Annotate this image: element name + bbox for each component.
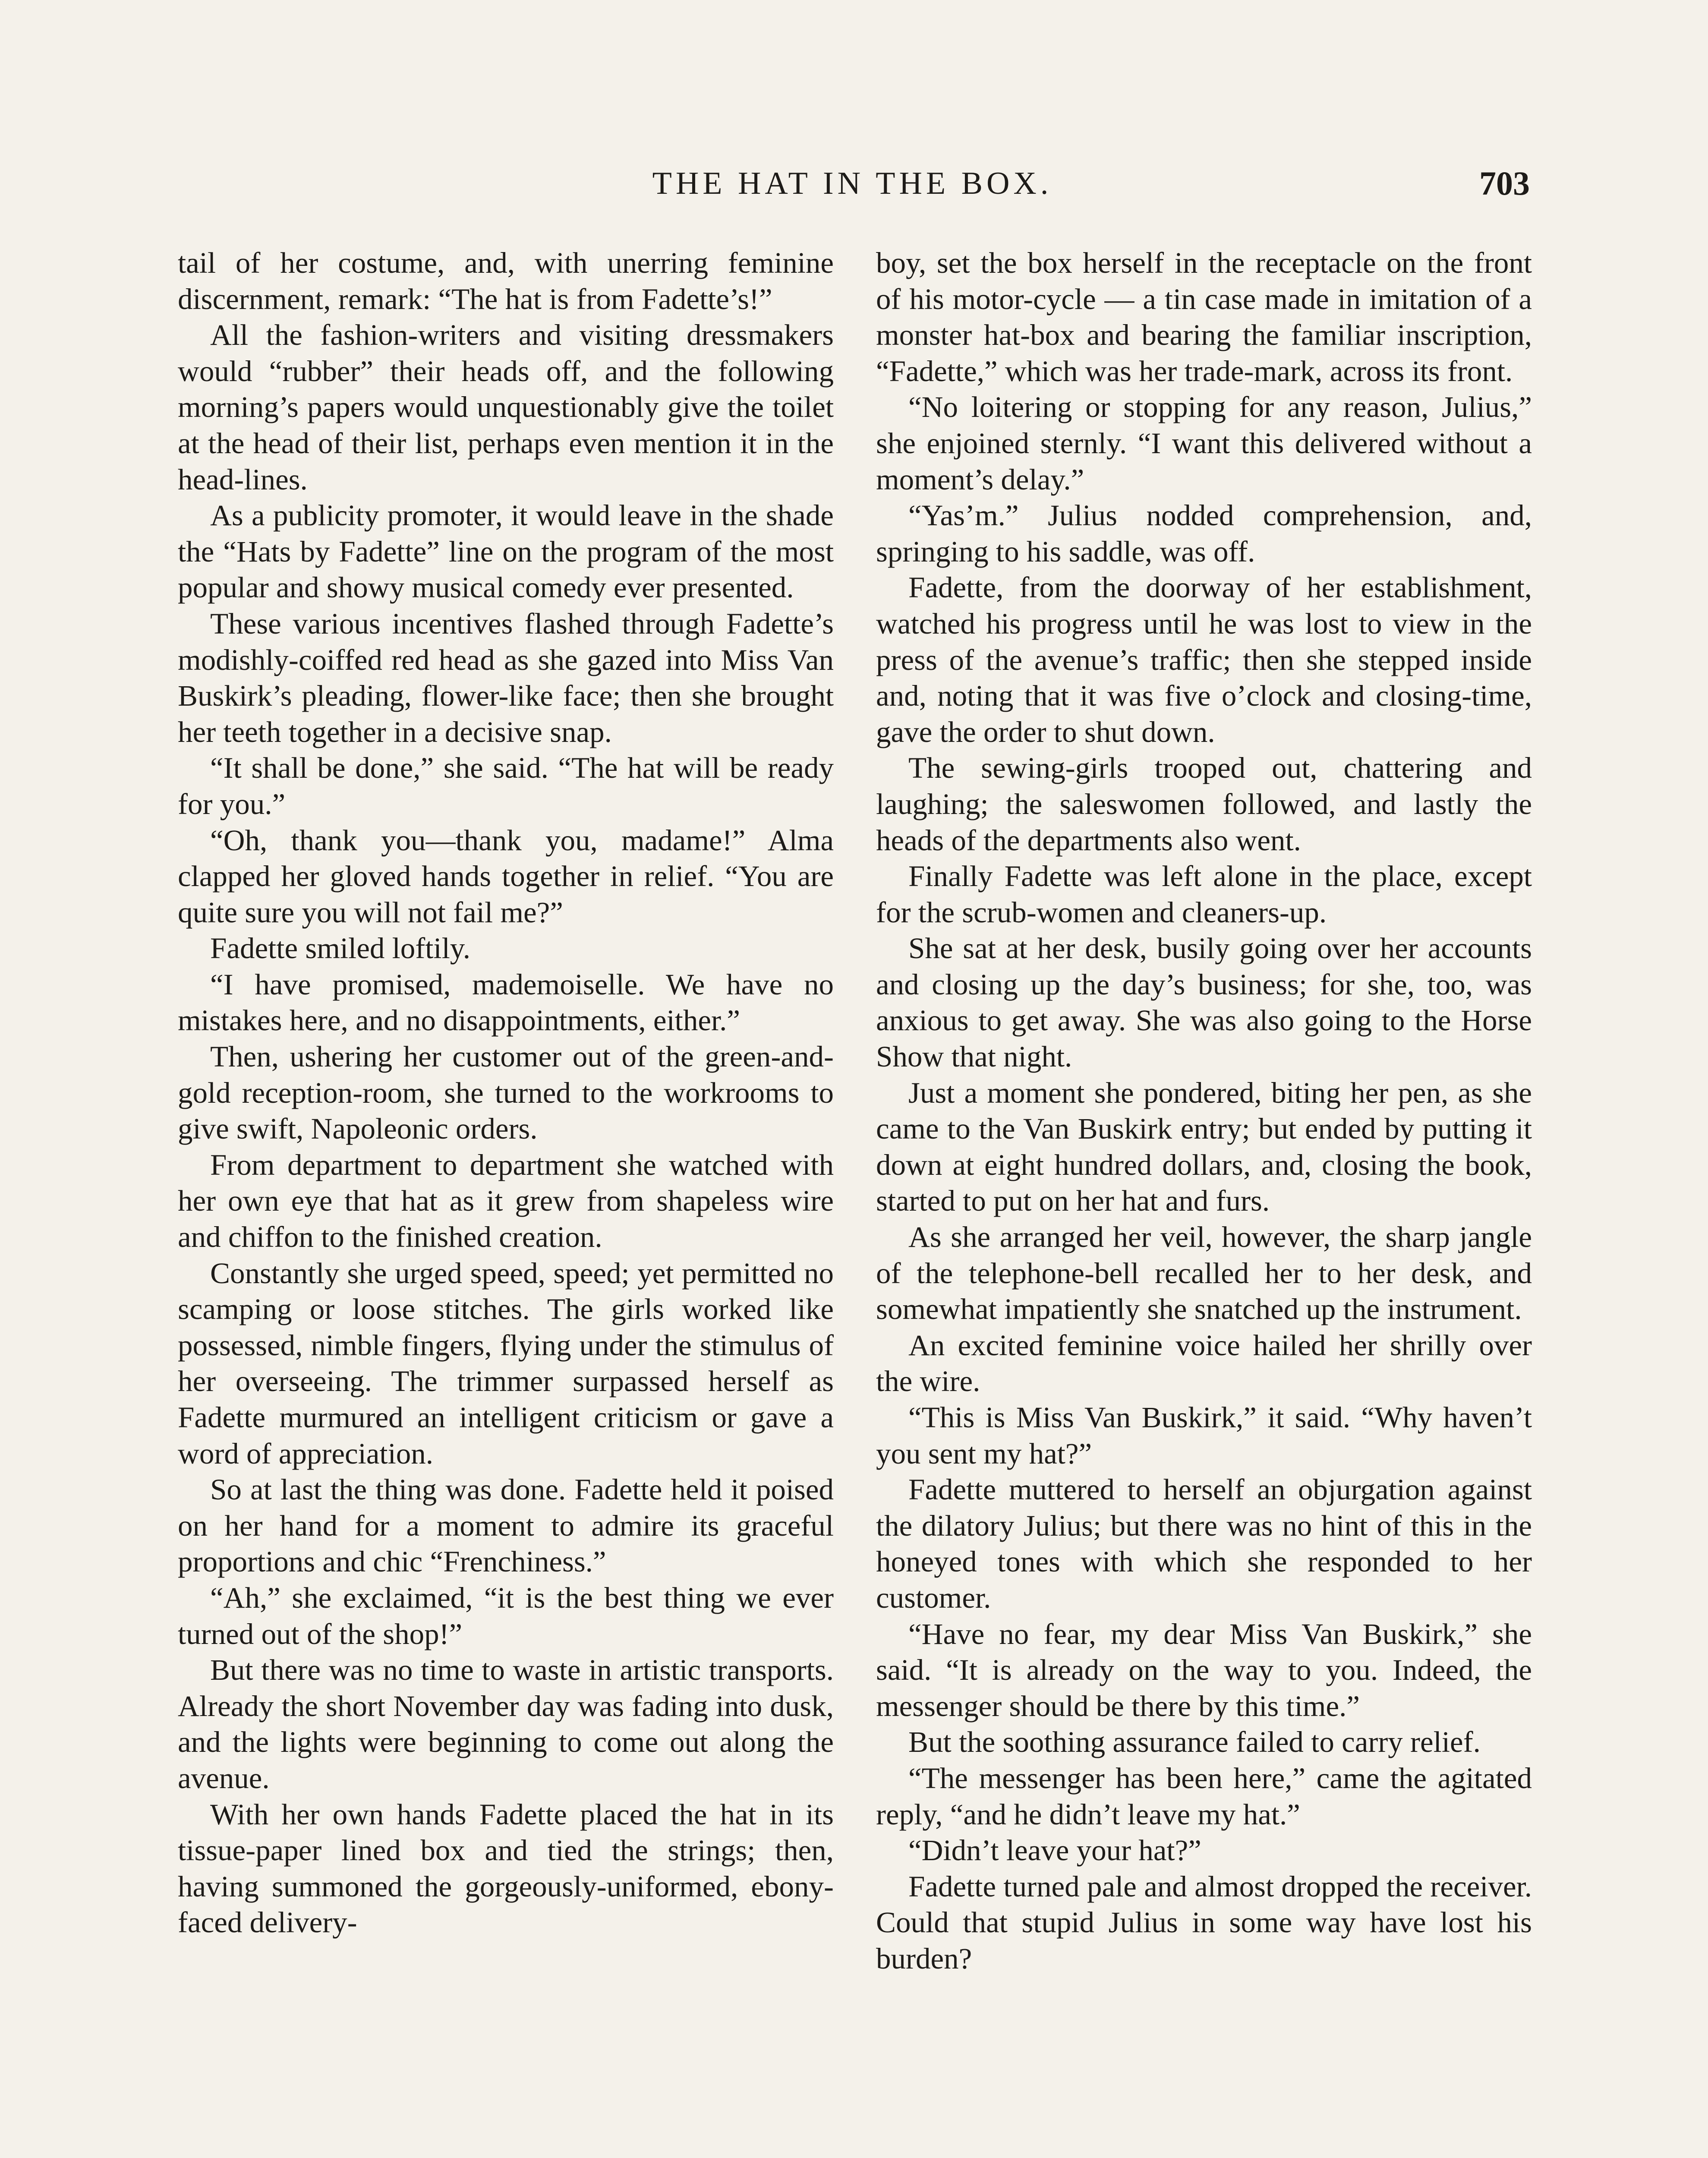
paragraph: Fadette turned pale and almost dropped the receiver. Could that stupid Julius in some way have lost his burden? xyxy=(876,1870,1532,1975)
paragraph: With her own hands Fadette placed the hat in its tissue-paper lined box and tied the strings; then, having summoned the gorgeously-uniformed, ebony-faced delivery- xyxy=(178,1798,834,1939)
running-title: THE HAT IN THE BOX. xyxy=(652,166,1053,201)
page-header xyxy=(175,160,1530,207)
paragraph: “Didn’t leave your hat?” xyxy=(908,1834,1201,1867)
paragraph: “Yas’m.” Julius nodded comprehension, and, springing to his saddle, was off. xyxy=(876,499,1532,568)
paragraph: As she arranged her veil, however, the sharp jangle of the telephone-bell recalled her to her desk, and somewhat impatiently she snatched up the instrument. xyxy=(876,1221,1532,1326)
paragraph: Just a moment she pondered, biting her pen, as she came to the Van Buskirk entry; but ended by putting it down at eight hundred dollars, and, closing the book, started to put on her hat and furs. xyxy=(876,1076,1532,1218)
paragraph: Finally Fadette was left alone in the place, except for the scrub-women and cleaners-up. xyxy=(876,860,1532,929)
page-number: 703 xyxy=(1479,164,1530,202)
paragraph: But the soothing assurance failed to carry relief. xyxy=(908,1726,1481,1759)
paragraph: boy, set the box herself in the receptacle on the front of his motor-cycle — a tin case made in imitation of a monster hat-box and bearing the familiar inscription, “Fadette,” which was her trade-mark, across its front. xyxy=(876,246,1532,388)
paragraph: Fadette, from the doorway of her establishment, watched his progress until he was lost to view in the press of the avenue’s traffic; then she stepped inside and, noting that it was five o’clock and closing-time, gave the order to shut down. xyxy=(876,571,1532,748)
paragraph: So at last the thing was done. Fadette held it poised on her hand for a moment to admire its graceful proportions and chic “Frenchiness.” xyxy=(178,1473,834,1578)
paragraph: But there was no time to waste in artistic transports. Already the short November day was fading into dusk, and the lights were beginning to come out along the avenue. xyxy=(178,1653,834,1795)
left-column xyxy=(178,245,834,1941)
paragraph: “Have no fear, my dear Miss Van Buskirk,” she said. “It is already on the way to you. Indeed, the messenger should be there by this time.” xyxy=(876,1617,1532,1723)
paragraph: An excited feminine voice hailed her shrilly over the wire. xyxy=(876,1328,1532,1398)
paragraph: “It shall be done,” she said. “The hat will be ready for you.” xyxy=(178,751,834,820)
paragraph: “Ah,” she exclaimed, “it is the best thing we ever turned out of the shop!” xyxy=(178,1581,834,1650)
paragraph: “Oh, thank you—thank you, madame!” Alma clapped her gloved hands together in relief. “You are quite sure you will not fail me?” xyxy=(178,823,834,929)
paragraph: She sat at her desk, busily going over her accounts and closing up the day’s business; for she, too, was anxious to get away. She was also going to the Horse Show that night. xyxy=(876,932,1532,1073)
paragraph: tail of her costume, and, with unerring feminine discernment, remark: “The hat is from Fadette’s!” xyxy=(178,246,834,315)
paragraph: Fadette smiled loftily. xyxy=(210,932,471,965)
paragraph: These various incentives flashed through Fadette’s modishly-coiffed red head as she gazed into Miss Van Buskirk’s pleading, flower-like face; then she brought her teeth together in a decisive snap. xyxy=(178,607,834,748)
paragraph: As a publicity promoter, it would leave in the shade the “Hats by Fadette” line on the program of the most popular and showy musical comedy ever presented. xyxy=(178,499,834,604)
paragraph: “No loitering or stopping for any reason, Julius,” she enjoined sternly. “I want this delivered without a moment’s delay.” xyxy=(876,391,1532,496)
paragraph: Constantly she urged speed, speed; yet permitted no scamping or loose stitches. The girls worked like possessed, nimble fingers, flying under the stimulus of her overseeing. The trimmer surpassed herself as Fadette murmured an intelligent criticism or gave a word of appreciation. xyxy=(178,1256,834,1470)
paragraph: Fadette muttered to herself an objurgation against the dilatory Julius; but there was no hint of this in the honeyed tones with which she responded to her customer. xyxy=(876,1473,1532,1614)
paragraph: “This is Miss Van Buskirk,” it said. “Why haven’t you sent my hat?” xyxy=(876,1401,1532,1470)
paragraph: Then, ushering her customer out of the green-and-gold reception-room, she turned to the workrooms to give swift, Napoleonic orders. xyxy=(178,1040,834,1145)
right-column xyxy=(876,245,1532,1977)
paragraph: From department to department she watched with her own eye that hat as it grew from shapeless wire and chiffon to the finished creation. xyxy=(178,1148,834,1254)
paragraph: All the fashion-writers and visiting dressmakers would “rubber” their heads off, and the following morning’s papers would unquestionably give the toilet at the head of their list, perhaps even mention it in the head-lines. xyxy=(178,319,834,496)
paragraph: “The messenger has been here,” came the agitated reply, “and he didn’t leave my hat.” xyxy=(876,1761,1532,1831)
paragraph: The sewing-girls trooped out, chattering and laughing; the saleswomen followed, and lastly the heads of the departments also went. xyxy=(876,751,1532,857)
paragraph: “I have promised, mademoiselle. We have no mistakes here, and no disappointments, either.” xyxy=(178,968,834,1037)
